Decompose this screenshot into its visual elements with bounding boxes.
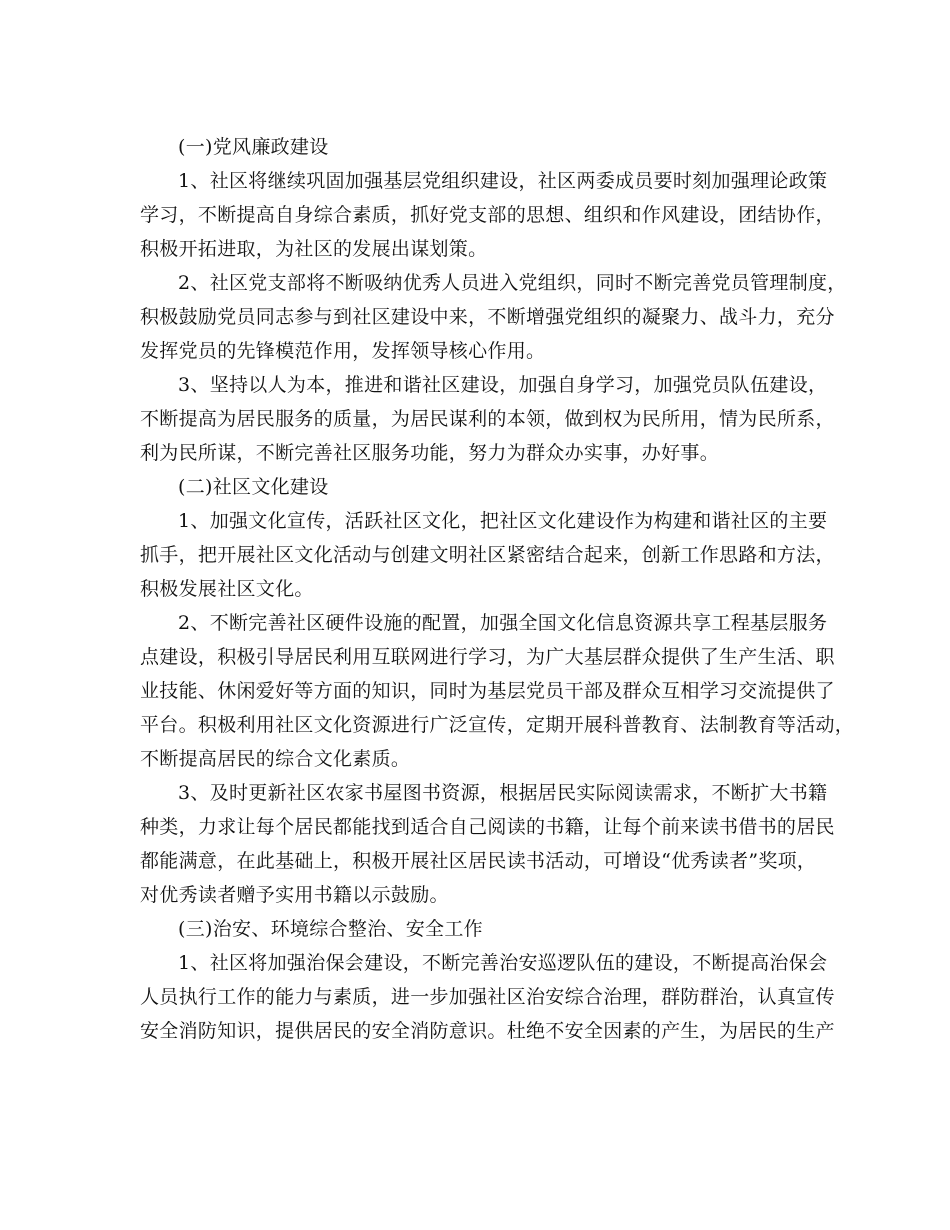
text-line: 对优秀读者赠予实用书籍以示鼓励。 [140,884,449,906]
text-line: 2、社区党支部将不断吸纳优秀人员进入党组织，同时不断完善党员管理制度， [178,272,847,294]
text-line: 发挥党员的先锋模范作用，发挥领导核心作用。 [140,340,546,362]
text-line: 抓手，把开展社区文化活动与创建文明社区紧密结合起来，创新工作思路和方法， [140,544,835,566]
section-heading: (二)社区文化建设 [178,476,329,498]
text-line: 积极鼓励党员同志参与到社区建设中来，不断增强党组织的凝聚力、战斗力，充分 [140,306,835,328]
text-line: 积极发展社区文化。 [140,578,314,600]
text-line: 3、及时更新社区农家书屋图书资源，根据居民实际阅读需求，不断扩大书籍 [178,782,828,804]
text-line: 种类，力求让每个居民都能找到适合自己阅读的书籍，让每个前来读书借书的居民 [140,816,835,838]
paragraph [140,164,835,266]
section-heading: (三)治安、环境综合整治、安全工作 [178,918,483,940]
text-line: 1、社区将继续巩固加强基层党组织建设，社区两委成员要时刻加强理论政策 [178,170,828,192]
text-line: 人员执行工作的能力与素质，进一步加强社区治安综合治理，群防群治，认真宣传 [140,986,835,1008]
text-line: 安全消防知识，提供居民的安全消防意识。杜绝不安全因素的产生，为居民的生产 [140,1020,835,1042]
text-line: 业技能、休闲爱好等方面的知识，同时为基层党员干部及群众互相学习交流提供了 [140,680,835,702]
document-body [140,130,855,1048]
paragraph [140,504,835,606]
text-line: 利为民所谋，不断完善社区服务功能，努力为群众办实事，办好事。 [140,442,720,464]
text-line: 1、社区将加强治保会建设，不断完善治安巡逻队伍的建设，不断提高治保会 [178,952,828,974]
text-line: 都能满意，在此基础上，积极开展社区居民读书活动，可增设“优秀读者”奖项， [140,850,817,872]
paragraph [140,946,835,1048]
text-line: 积极开拓进取，为社区的发展出谋划策。 [140,238,488,260]
paragraph [140,606,855,776]
text-line: 1、加强文化宣传，活跃社区文化，把社区文化建设作为构建和谐社区的主要 [178,510,828,532]
text-line: 点建设，积极引导居民利用互联网进行学习，为广大基层群众提供了生产生活、职 [140,646,835,668]
text-line: 3、坚持以人为本，推进和谐社区建设，加强自身学习，加强党员队伍建设， [178,374,828,396]
paragraph [140,266,847,368]
text-line: 不断提高居民的综合文化素质。 [140,748,411,770]
paragraph [140,368,835,470]
section-heading: (一)党风廉政建设 [178,136,329,158]
paragraph [140,776,835,912]
text-line: 不断提高为居民服务的质量，为居民谋利的本领，做到权为民所用，情为民所系， [140,408,835,430]
text-line: 学习，不断提高自身综合素质，抓好党支部的思想、组织和作风建设，团结协作， [140,204,835,226]
text-line: 平台。积极利用社区文化资源进行广泛宣传，定期开展科普教育、法制教育等活动， [140,714,855,736]
text-line: 2、不断完善社区硬件设施的配置，加强全国文化信息资源共享工程基层服务 [178,612,828,634]
